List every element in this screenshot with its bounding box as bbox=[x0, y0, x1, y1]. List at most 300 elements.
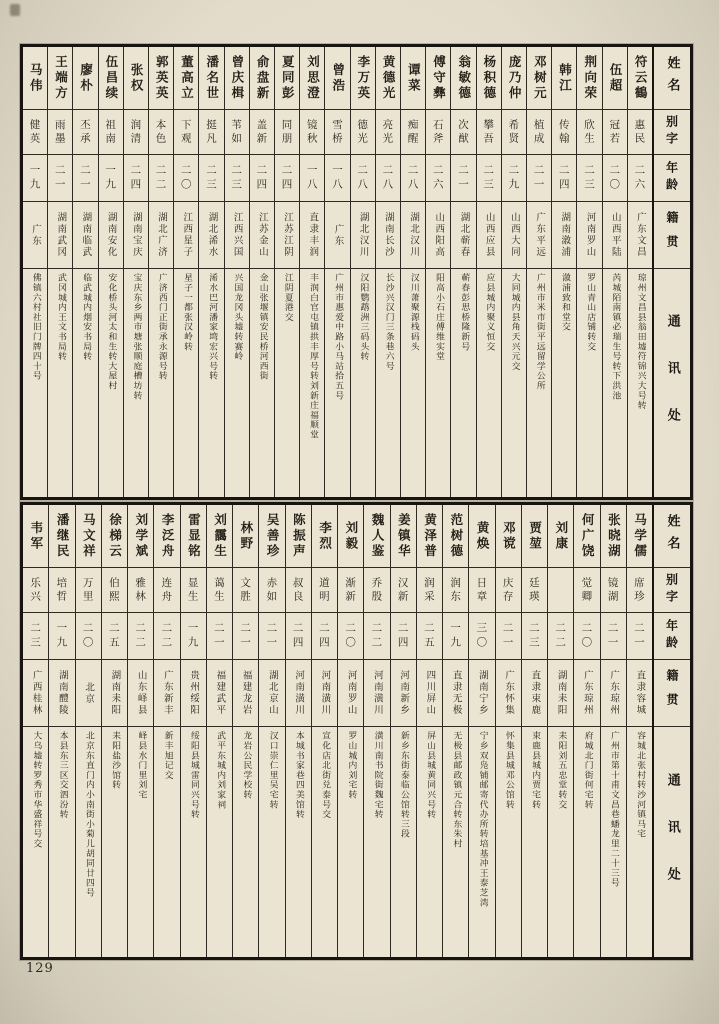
person-origin-cell bbox=[124, 202, 148, 269]
person-address-cell bbox=[233, 727, 258, 957]
row-header-name bbox=[654, 47, 690, 110]
person-name-cell bbox=[23, 505, 48, 568]
person-origin-cell bbox=[102, 660, 127, 727]
person-origin-cell-text: 北京 bbox=[83, 681, 95, 705]
person-age-cell-text: 二四 bbox=[129, 163, 142, 193]
row-header-origin-text: 籍贯 bbox=[665, 211, 679, 259]
person-zi-cell bbox=[426, 110, 450, 155]
person-zi-cell bbox=[174, 110, 198, 155]
person-name-cell bbox=[426, 47, 450, 110]
person-zi-cell bbox=[351, 110, 375, 155]
person-address-cell-text: 武平东城内刘家祠 bbox=[215, 731, 226, 810]
person-age-cell-text: 二二 bbox=[370, 621, 383, 651]
person-origin-cell bbox=[443, 660, 468, 727]
person-zi-cell bbox=[23, 568, 48, 613]
row-header-name-text: 姓名 bbox=[664, 56, 680, 100]
person-origin-cell bbox=[628, 202, 652, 269]
person-origin-cell bbox=[174, 202, 198, 269]
person-zi-cell bbox=[76, 568, 101, 613]
person-age-cell bbox=[207, 613, 232, 660]
person-address-cell-text: 屏山县城黄同兴号转 bbox=[425, 731, 436, 820]
person-name-cell-text: 林野 bbox=[238, 520, 254, 552]
person-name-cell bbox=[338, 505, 363, 568]
person-name-cell bbox=[124, 47, 148, 110]
person-zi-cell-text: 镜秋 bbox=[305, 118, 318, 146]
person-name-cell bbox=[181, 505, 206, 568]
person-name-cell bbox=[128, 505, 153, 568]
person-name-cell-text: 黄焕 bbox=[475, 520, 491, 552]
person-age-cell bbox=[469, 613, 494, 660]
person-address-cell-text: 丰润白官屯镇拱丰厚号转刘新庄福顺堂 bbox=[308, 273, 318, 440]
person-column bbox=[442, 505, 468, 957]
person-column bbox=[123, 47, 148, 497]
person-column bbox=[299, 47, 324, 497]
person-name-cell-text: 何广饶 bbox=[580, 512, 596, 560]
person-column bbox=[98, 47, 123, 497]
person-age-cell-text: 二四 bbox=[291, 621, 304, 651]
person-address-cell-text: 容城北张村转沙河镇马宅 bbox=[635, 731, 646, 839]
person-origin-cell bbox=[577, 202, 601, 269]
person-name-cell-text: 黄泽普 bbox=[422, 512, 438, 560]
person-address-cell bbox=[391, 727, 416, 957]
person-name-cell bbox=[469, 505, 494, 568]
person-name-cell bbox=[548, 505, 573, 568]
row-header-age bbox=[654, 155, 690, 202]
person-age-cell-text: 二一 bbox=[78, 163, 91, 193]
person-origin-cell bbox=[451, 202, 475, 269]
person-origin-cell-text: 湖北广济 bbox=[156, 212, 168, 258]
person-zi-cell-text: 润采 bbox=[422, 576, 435, 604]
person-age-cell-text: 二二 bbox=[134, 621, 147, 651]
person-age-cell-text: 二〇 bbox=[608, 163, 621, 193]
person-name-cell-text: 李泛舟 bbox=[160, 512, 176, 560]
person-name-cell-text: 李烈 bbox=[317, 520, 333, 552]
person-age-cell-text: 二三 bbox=[204, 163, 217, 193]
row-header-zi-text: 别字 bbox=[664, 573, 679, 607]
person-age-cell bbox=[174, 155, 198, 202]
person-origin-cell bbox=[603, 202, 627, 269]
row-header-column bbox=[652, 505, 690, 957]
person-name-cell-text: 雷显铭 bbox=[186, 512, 202, 560]
person-address-cell-text: 汉口崇仁里吴宅转 bbox=[267, 731, 278, 810]
person-age-cell bbox=[522, 613, 547, 660]
person-age-cell-text: 一九 bbox=[449, 621, 462, 651]
person-address-cell-text: 罗山青山店铺转交 bbox=[585, 273, 596, 352]
person-zi-cell bbox=[99, 110, 123, 155]
person-column bbox=[127, 505, 153, 957]
person-zi-cell-text: 叔良 bbox=[291, 576, 304, 604]
person-zi-cell bbox=[73, 110, 97, 155]
person-age-cell-text: 二六 bbox=[633, 163, 646, 193]
person-column bbox=[258, 505, 284, 957]
person-origin-cell bbox=[364, 660, 389, 727]
person-age-cell-text: 一九 bbox=[55, 621, 68, 651]
person-address-cell-text: 临武城内烟安书局转 bbox=[81, 273, 92, 362]
person-zi-cell-text: 挺凡 bbox=[204, 118, 217, 146]
person-name-cell-text: 翁敏德 bbox=[456, 54, 472, 102]
person-age-cell-text: 二一 bbox=[212, 621, 225, 651]
person-origin-cell-text: 江西兴国 bbox=[231, 212, 243, 258]
person-address-cell bbox=[23, 269, 47, 497]
person-origin-cell bbox=[574, 660, 599, 727]
person-origin-cell-text: 湖北汉川 bbox=[357, 212, 369, 258]
person-column bbox=[626, 505, 652, 957]
person-column bbox=[468, 505, 494, 957]
person-age-cell-text: 二五 bbox=[107, 621, 120, 651]
person-zi-cell bbox=[376, 110, 400, 155]
person-name-cell-text: 符云鶴 bbox=[633, 54, 649, 102]
person-address-cell bbox=[76, 727, 101, 957]
person-age-cell-text: 三〇 bbox=[475, 621, 488, 651]
person-zi-cell-text: 乐兴 bbox=[29, 576, 42, 604]
person-name-cell-text: 郭英英 bbox=[154, 54, 170, 102]
person-column bbox=[148, 47, 173, 497]
person-address-cell-text: 安化桥头河太和生转大屋村 bbox=[106, 273, 117, 391]
person-zi-cell-text: 觉卿 bbox=[580, 576, 593, 604]
person-age-cell-text: 二八 bbox=[356, 163, 369, 193]
page-number: 129 bbox=[26, 961, 54, 976]
person-age-cell-text: 一九 bbox=[104, 163, 117, 193]
person-zi-cell-text: 雨墨 bbox=[53, 118, 66, 146]
person-origin-cell-text: 广西桂林 bbox=[30, 670, 42, 716]
person-address-cell bbox=[154, 727, 179, 957]
person-origin-cell bbox=[351, 202, 375, 269]
person-name-cell bbox=[102, 505, 127, 568]
person-name-cell-text: 马文祥 bbox=[81, 512, 97, 560]
person-zi-cell-text: 健英 bbox=[28, 118, 41, 146]
person-address-cell bbox=[225, 269, 249, 497]
person-address-cell bbox=[502, 269, 526, 497]
person-age-cell bbox=[417, 613, 442, 660]
person-age-cell-text: 二四 bbox=[255, 163, 268, 193]
person-origin-cell bbox=[233, 660, 258, 727]
person-name-cell bbox=[601, 505, 626, 568]
person-name-cell-text: 庞乃仲 bbox=[507, 54, 523, 102]
person-origin-cell-text: 江西星子 bbox=[181, 212, 193, 258]
person-address-cell-text: 长沙兴汉门三条巷六号 bbox=[383, 273, 394, 371]
person-age-cell bbox=[124, 155, 148, 202]
person-origin-cell-text: 湖北蕲春 bbox=[458, 212, 470, 258]
person-name-cell bbox=[627, 505, 652, 568]
person-column bbox=[602, 47, 627, 497]
person-origin-cell bbox=[275, 202, 299, 269]
person-age-cell bbox=[286, 613, 311, 660]
person-column bbox=[627, 47, 652, 497]
row-header-age-text: 年龄 bbox=[664, 619, 679, 653]
directory-table-bottom bbox=[20, 502, 693, 960]
person-column bbox=[232, 505, 258, 957]
person-zi-cell-text: 丕承 bbox=[78, 118, 91, 146]
person-address-cell bbox=[174, 269, 198, 497]
person-origin-cell-text: 湖北京山 bbox=[266, 670, 278, 716]
person-age-cell-text: 二二 bbox=[160, 621, 173, 651]
person-zi-cell bbox=[300, 110, 324, 155]
person-age-cell bbox=[300, 155, 324, 202]
person-column bbox=[521, 505, 547, 957]
person-origin-cell-text: 广东 bbox=[332, 223, 344, 247]
person-name-cell bbox=[502, 47, 526, 110]
person-origin-cell-text: 河南罗山 bbox=[345, 670, 357, 716]
person-name-cell bbox=[443, 505, 468, 568]
person-name-cell-text: 伍昌续 bbox=[103, 54, 119, 102]
person-address-cell bbox=[73, 269, 97, 497]
person-address-cell-text: 武冈城内王文书局转 bbox=[55, 273, 66, 362]
person-age-cell bbox=[154, 613, 179, 660]
person-address-cell bbox=[601, 727, 626, 957]
person-origin-cell-text: 河南潢川 bbox=[371, 670, 383, 716]
person-address-cell bbox=[259, 727, 284, 957]
person-name-cell-text: 姜镇华 bbox=[396, 512, 412, 560]
person-origin-cell-text: 湖南安化 bbox=[105, 212, 117, 258]
person-origin-cell bbox=[522, 660, 547, 727]
person-origin-cell-text: 直隶束鹿 bbox=[529, 670, 541, 716]
person-age-cell bbox=[603, 155, 627, 202]
person-column bbox=[576, 47, 601, 497]
person-address-cell-text: 本城书家巷四美馆转 bbox=[293, 731, 304, 820]
person-zi-cell-text: 雪桥 bbox=[330, 118, 343, 146]
person-age-cell bbox=[338, 613, 363, 660]
row-header-zi bbox=[654, 110, 690, 155]
person-name-cell bbox=[23, 47, 47, 110]
person-origin-cell-text: 河南罗山 bbox=[584, 212, 596, 258]
person-name-cell bbox=[417, 505, 442, 568]
person-address-cell bbox=[199, 269, 223, 497]
person-column bbox=[101, 505, 127, 957]
person-column bbox=[249, 47, 274, 497]
person-origin-cell bbox=[48, 202, 72, 269]
person-name-cell-text: 徐梯云 bbox=[107, 512, 123, 560]
person-name-cell bbox=[149, 47, 173, 110]
person-origin-cell-text: 福建武平 bbox=[214, 670, 226, 716]
person-address-cell bbox=[275, 269, 299, 497]
person-zi-cell bbox=[627, 568, 652, 613]
row-header-name bbox=[654, 505, 690, 568]
person-origin-cell-text: 湖南耒阳 bbox=[109, 670, 121, 716]
person-name-cell bbox=[48, 47, 72, 110]
person-zi-cell-text: 润清 bbox=[129, 118, 142, 146]
person-name-cell bbox=[225, 47, 249, 110]
person-address-cell bbox=[548, 727, 573, 957]
person-origin-cell-text: 福建龙岩 bbox=[240, 670, 252, 716]
person-name-cell bbox=[451, 47, 475, 110]
person-zi-cell-text: 石斧 bbox=[431, 118, 444, 146]
row-header-address-text: 通讯处 bbox=[664, 772, 680, 914]
person-address-cell bbox=[286, 727, 311, 957]
person-address-cell-text: 汉阳鹦鹉洲三码头转 bbox=[358, 273, 369, 362]
person-name-cell bbox=[577, 47, 601, 110]
person-origin-cell-text: 广东平远 bbox=[534, 212, 546, 258]
person-age-cell bbox=[250, 155, 274, 202]
person-address-cell-text: 府城北门街何宅转 bbox=[582, 731, 593, 810]
person-column bbox=[75, 505, 101, 957]
person-zi-cell-text: 席珍 bbox=[632, 576, 645, 604]
person-address-cell bbox=[451, 269, 475, 497]
person-age-cell bbox=[574, 613, 599, 660]
person-address-cell-text: 宣化店北街兑泰号交 bbox=[320, 731, 331, 820]
person-origin-cell bbox=[627, 660, 652, 727]
person-name-cell bbox=[496, 505, 521, 568]
person-zi-cell bbox=[325, 110, 349, 155]
person-origin-cell-text: 湖南长沙 bbox=[382, 212, 394, 258]
person-column bbox=[400, 47, 425, 497]
person-zi-cell bbox=[527, 110, 551, 155]
person-zi-cell-text: 植成 bbox=[532, 118, 545, 146]
person-name-cell-text: 曾庆楫 bbox=[229, 54, 245, 102]
person-name-cell bbox=[312, 505, 337, 568]
person-name-cell-text: 黄德光 bbox=[381, 54, 397, 102]
person-address-cell-text: 无极县邮政镇元合转东朱村 bbox=[451, 731, 462, 849]
person-address-cell-text: 琼州文昌县翁田墟符锦兴大号转 bbox=[635, 273, 646, 411]
person-name-cell bbox=[325, 47, 349, 110]
person-name-cell-text: 刘学斌 bbox=[133, 512, 149, 560]
person-age-cell bbox=[376, 155, 400, 202]
person-origin-cell-text: 直隶容城 bbox=[634, 670, 646, 716]
person-column bbox=[324, 47, 349, 497]
person-name-cell-text: 谭菜 bbox=[406, 62, 422, 94]
person-age-cell bbox=[76, 613, 101, 660]
row-header-age bbox=[654, 613, 690, 660]
person-zi-cell-text: 雅林 bbox=[134, 576, 147, 604]
person-origin-cell bbox=[325, 202, 349, 269]
person-age-cell-text: 二一 bbox=[532, 163, 545, 193]
person-age-cell-text: 二二 bbox=[554, 621, 567, 651]
person-age-cell-text: 一八 bbox=[305, 163, 318, 193]
person-age-cell-text: 二一 bbox=[606, 621, 619, 651]
person-origin-cell-text: 山西阳高 bbox=[433, 212, 445, 258]
person-zi-cell bbox=[233, 568, 258, 613]
person-address-cell bbox=[312, 727, 337, 957]
person-age-cell bbox=[199, 155, 223, 202]
person-age-cell bbox=[312, 613, 337, 660]
person-zi-cell-text: 亮光 bbox=[381, 118, 394, 146]
person-origin-cell bbox=[76, 660, 101, 727]
person-age-cell-text: 一八 bbox=[330, 163, 343, 193]
person-origin-cell bbox=[23, 202, 47, 269]
person-origin-cell-text: 湖南耒阳 bbox=[555, 670, 567, 716]
person-zi-cell bbox=[49, 568, 74, 613]
person-age-cell bbox=[496, 613, 521, 660]
person-zi-cell-text: 惠民 bbox=[633, 118, 646, 146]
person-age-cell bbox=[325, 155, 349, 202]
row-header-name-text: 姓名 bbox=[664, 514, 680, 558]
person-address-cell-text: 潢川南书院街魏宅转 bbox=[372, 731, 383, 820]
person-column bbox=[311, 505, 337, 957]
person-name-cell-text: 刘靄生 bbox=[212, 512, 228, 560]
person-zi-cell-text: 德光 bbox=[356, 118, 369, 146]
person-name-cell bbox=[174, 47, 198, 110]
person-name-cell-text: 韦军 bbox=[28, 520, 44, 552]
person-age-cell bbox=[426, 155, 450, 202]
person-name-cell-text: 张晓湖 bbox=[606, 512, 622, 560]
person-origin-cell bbox=[207, 660, 232, 727]
person-age-cell bbox=[552, 155, 576, 202]
person-zi-cell bbox=[207, 568, 232, 613]
person-origin-cell-text: 山西大同 bbox=[508, 212, 520, 258]
person-origin-cell-text: 广东新丰 bbox=[161, 670, 173, 716]
person-origin-cell-text: 广东文昌 bbox=[634, 212, 646, 258]
person-name-cell-text: 陈振声 bbox=[291, 512, 307, 560]
person-address-cell bbox=[628, 269, 652, 497]
person-origin-cell bbox=[496, 660, 521, 727]
person-origin-cell-text: 山东峄县 bbox=[135, 670, 147, 716]
person-zi-cell-text: 祖南 bbox=[104, 118, 117, 146]
person-column bbox=[416, 505, 442, 957]
person-zi-cell bbox=[48, 110, 72, 155]
person-origin-cell bbox=[49, 660, 74, 727]
person-address-cell-text: 佛镇六村社旧门牌四十号 bbox=[30, 273, 41, 381]
person-age-cell-text: 二三 bbox=[230, 163, 243, 193]
person-age-cell bbox=[48, 155, 72, 202]
person-address-cell bbox=[99, 269, 123, 497]
person-zi-cell bbox=[338, 568, 363, 613]
person-name-cell bbox=[522, 505, 547, 568]
person-address-cell-text: 龙岩公民学校转 bbox=[241, 731, 252, 800]
person-address-cell bbox=[149, 269, 173, 497]
person-age-cell bbox=[477, 155, 501, 202]
person-zi-cell bbox=[469, 568, 494, 613]
person-column bbox=[573, 505, 599, 957]
person-address-cell-text: 星子一都张汉岭转 bbox=[181, 273, 192, 352]
person-address-cell bbox=[417, 727, 442, 957]
person-address-cell bbox=[627, 727, 652, 957]
person-zi-cell bbox=[225, 110, 249, 155]
person-age-cell bbox=[401, 155, 425, 202]
person-age-cell-text: 二一 bbox=[501, 621, 514, 651]
person-address-cell bbox=[522, 727, 547, 957]
person-address-cell bbox=[181, 727, 206, 957]
person-zi-cell-text: 润东 bbox=[449, 576, 462, 604]
person-origin-cell-text: 广东琼州 bbox=[581, 670, 593, 716]
person-origin-cell bbox=[552, 202, 576, 269]
person-name-cell-text: 夏同彭 bbox=[280, 54, 296, 102]
person-column bbox=[47, 47, 72, 497]
person-column bbox=[206, 505, 232, 957]
person-address-cell bbox=[207, 727, 232, 957]
person-age-cell-text: 二一 bbox=[632, 621, 645, 651]
person-zi-cell bbox=[496, 568, 521, 613]
person-name-cell bbox=[391, 505, 416, 568]
person-age-cell bbox=[601, 613, 626, 660]
person-name-cell-text: 韩江 bbox=[557, 62, 573, 94]
person-name-cell-text: 刘思澄 bbox=[305, 54, 321, 102]
person-age-cell-text: 二一 bbox=[239, 621, 252, 651]
person-origin-cell bbox=[548, 660, 573, 727]
person-address-cell-text: 新丰旭记交 bbox=[162, 731, 173, 780]
person-address-cell bbox=[250, 269, 274, 497]
person-name-cell bbox=[401, 47, 425, 110]
person-address-cell bbox=[426, 269, 450, 497]
person-zi-cell-text: 渐新 bbox=[344, 576, 357, 604]
person-address-cell bbox=[124, 269, 148, 497]
person-zi-cell-text: 赤如 bbox=[265, 576, 278, 604]
person-name-cell bbox=[527, 47, 551, 110]
person-address-cell-text: 蕲春彭思桥隆新号 bbox=[459, 273, 470, 352]
person-origin-cell bbox=[477, 202, 501, 269]
person-column bbox=[495, 505, 521, 957]
person-address-cell-text: 束鹿县城内贾宅转 bbox=[530, 731, 541, 810]
person-name-cell-text: 马学儒 bbox=[632, 512, 648, 560]
person-column bbox=[390, 505, 416, 957]
person-origin-cell bbox=[154, 660, 179, 727]
person-address-cell bbox=[496, 727, 521, 957]
person-address-cell bbox=[477, 269, 501, 497]
person-origin-cell-text: 湖南醴陵 bbox=[56, 670, 68, 716]
person-name-cell bbox=[233, 505, 258, 568]
person-address-cell-text: 怀集县城邓公馆转 bbox=[503, 731, 514, 810]
person-origin-cell-text: 湖南漵浦 bbox=[559, 212, 571, 258]
person-age-cell bbox=[23, 155, 47, 202]
row-header-zi-text: 别字 bbox=[664, 115, 679, 149]
